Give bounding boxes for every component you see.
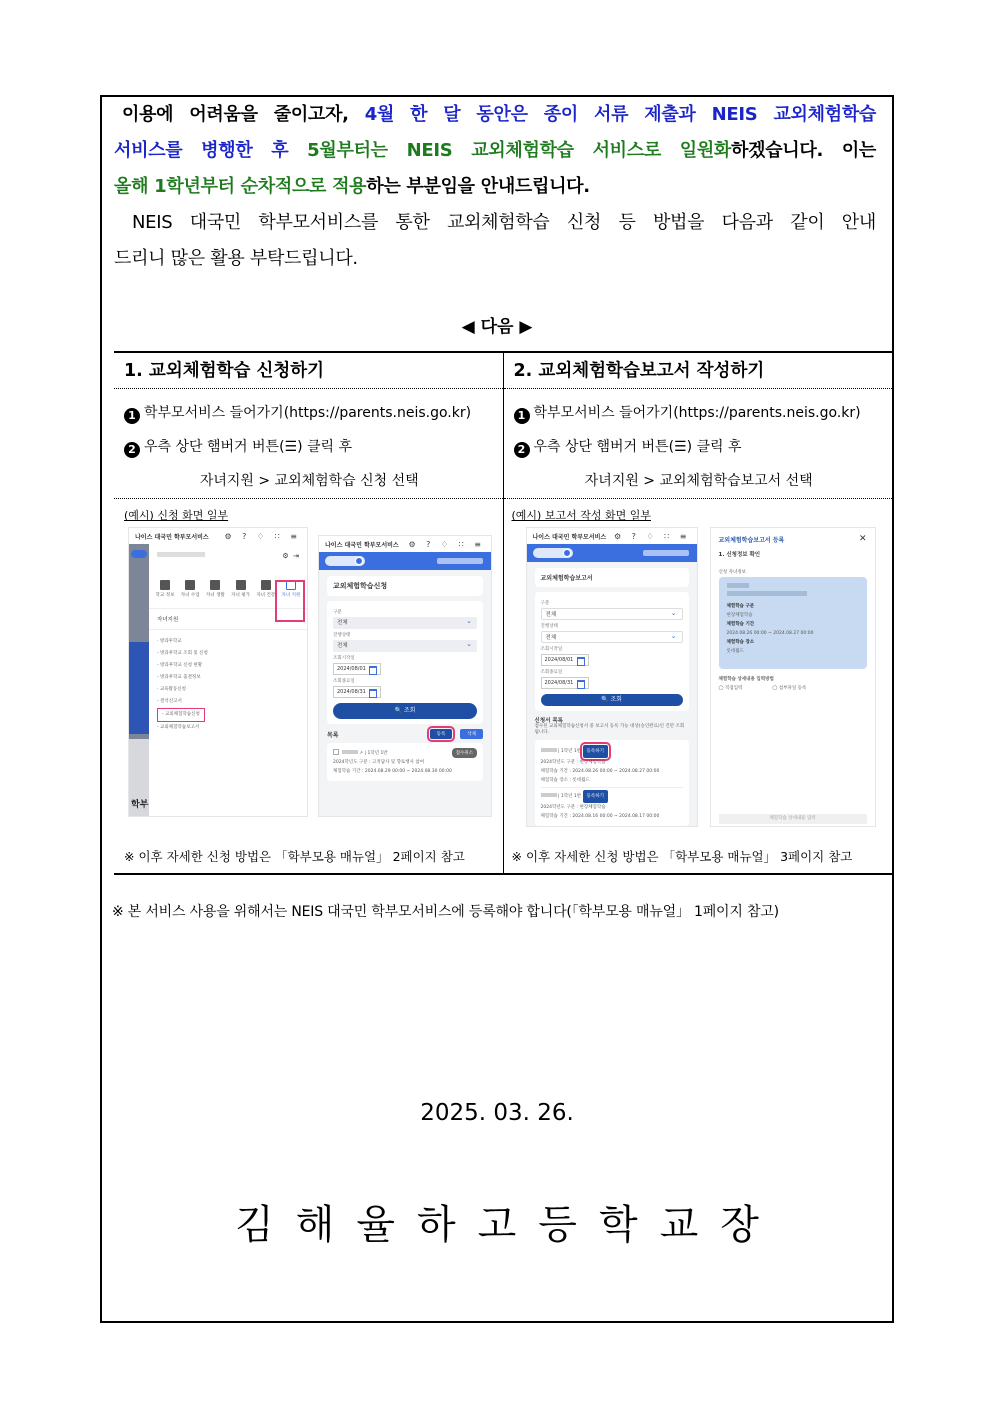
menu-item[interactable]: · 방과후학교 bbox=[157, 639, 182, 644]
section-report bbox=[503, 353, 893, 873]
list-item: | 1학년 1반 등록하기 2024학년도 구분 : 현장체험학습 체험학습 기간 : 2024.08.26 00:00 ~ 2024.08.27 00:00 체험학습 장소 : 롯데월드 | 1학년 1반 등록하기 2024학년도 구분 : 현장체험학습 체험학습 기간 : 2024.08.16 00:00 ~ 2024.08.17 00:00 bbox=[535, 740, 689, 826]
screenshot-report-modal: 교외체험학습보고서 등록 ✕ 1. 신청정보 확인 신청 자녀정보 체험학습 구분 현장체험학습 체험학습 기간 2024.08.26 00:00 ~ 2024.08.27 00:00 체험학습 장소 롯데월드 체험학습 상세내용 입력방법 ◯ 직접입력 ◯ 첨부파일 등록 체험학습 상세내용 입력 bbox=[710, 527, 876, 827]
menu-item-field-trip-apply[interactable]: - 교외체험학습신청 bbox=[157, 708, 205, 722]
step-number-icon: 2 bbox=[124, 442, 140, 458]
page-title-card: 교외체험학습보고서 bbox=[535, 568, 689, 587]
student-selector-bar bbox=[527, 544, 697, 562]
card-icon bbox=[236, 580, 246, 590]
menu-item[interactable]: · 교육활동신청 bbox=[157, 687, 186, 692]
student-selector-bar bbox=[319, 552, 491, 570]
type-select[interactable]: 전체 ⌄ bbox=[333, 617, 477, 629]
close-icon[interactable]: ✕ bbox=[858, 534, 867, 544]
screenshot-report-list bbox=[526, 527, 698, 827]
detail-input-button[interactable]: 체험학습 상세내용 입력 bbox=[719, 814, 867, 824]
screenshot-menu bbox=[128, 527, 308, 817]
step-number-icon: 1 bbox=[514, 408, 530, 424]
application-info-box: 체험학습 구분 현장체험학습 체험학습 기간 2024.08.26 00:00 ~ 2024.08.27 00:00 체험학습 장소 롯데월드 bbox=[719, 577, 867, 669]
search-form: 구분 전체 ⌄ 진행상태 전체 ⌄ 조회시작일 2024/08/01 조회종료일 2024/08/31 🔍 조회 bbox=[327, 601, 483, 724]
manual-note: ※ 이후 자세한 신청 방법은 「학부모용 매뉴얼」 3페이지 참고 bbox=[511, 849, 853, 864]
menu-school-info[interactable]: 학교 정보 bbox=[155, 580, 175, 598]
search-button[interactable]: 🔍 조회 bbox=[541, 694, 683, 706]
search-button[interactable]: 🔍 조회 bbox=[333, 703, 477, 719]
header-icons: ⚙ ? ♢ ∷ ≡ bbox=[408, 539, 485, 549]
intro-para2-line-1: NEIS 대국민 학부모서비스를 통한 교외체험학습 신청 등 방법을 다음과 같이 안내 bbox=[132, 212, 876, 233]
step-2-path: 자녀지원 > 교외체험학습 신청 선택 bbox=[199, 473, 419, 489]
intro-line-1: 이용에 어려움을 줄이고자, 4월 한 달 동안은 종이 서류 제출과 NEIS 교외체험학습 bbox=[122, 104, 876, 125]
modal-title: 교외체험학습보고서 등록 bbox=[718, 536, 785, 544]
app-logo: 나이스 대국민 학부모서비스 bbox=[135, 533, 209, 541]
list-item[interactable]: ↗ | 1학년 1반 접수취소 2024학년도 구분 : 고적답사 및 향토행사 참여 체험학습 기간 : 2024.08.29 00:00 ~ 2024.08.30 00:00 bbox=[327, 743, 483, 781]
list-title: 목록 bbox=[327, 731, 339, 739]
steps bbox=[504, 389, 893, 499]
register-button[interactable]: 등록 bbox=[430, 729, 453, 739]
clipboard-icon bbox=[210, 580, 220, 590]
issue-date: 2025. 03. 26. bbox=[420, 1100, 574, 1126]
signature: 김해율하고등학교장 bbox=[235, 1202, 781, 1248]
menu-item[interactable]: - 결석신고서 bbox=[157, 699, 182, 704]
example-screenshots bbox=[504, 527, 893, 843]
checkbox[interactable] bbox=[333, 749, 339, 755]
radio-attach-file[interactable]: ◯ 첨부파일 등록 bbox=[772, 686, 807, 691]
list-description: 접수된 교외체험학습신청서 중 보고서 등록 가능 대상(승인완료)인 건만 조회됩니다. bbox=[534, 724, 685, 735]
section-title: 2. 교외체험학습보고서 작성하기 bbox=[504, 353, 893, 389]
menu-support[interactable]: 자녀 지원 bbox=[281, 580, 301, 598]
app-header: 나이스 대국민 학부모서비스 ⚙ ? ♢ ∷ ≡ bbox=[325, 539, 485, 549]
section-apply bbox=[114, 353, 503, 873]
intro-line-3: 올해 1학년부터 순차적으로 적용하는 부분임을 안내드립니다. bbox=[114, 176, 590, 197]
student-select[interactable] bbox=[325, 556, 365, 566]
menu-item[interactable]: - 방과후학교 신청 현황 bbox=[157, 663, 203, 668]
menu-class[interactable]: 자녀 수업 bbox=[180, 580, 200, 598]
delete-button[interactable]: 삭제 bbox=[460, 729, 483, 739]
register-report-button[interactable]: 등록하기 bbox=[583, 790, 608, 803]
screenshot-apply-form bbox=[318, 535, 492, 817]
radio-direct-input[interactable]: ◯ 직접입력 bbox=[718, 686, 743, 691]
intro-line-2: 서비스를 병행한 후 5월부터는 NEIS 교외체험학습 서비스로 일원화하겠습니다. 이는 bbox=[114, 140, 876, 161]
example-screenshots bbox=[114, 527, 503, 843]
registration-note: ※ 본 서비스 사용을 위해서는 NEIS 대국민 학부모서비스에 등록해야 합니다(「학부모용 매뉴얼」 1페이지 참고) bbox=[112, 904, 779, 920]
page-title-card: 교외체험학습신청 bbox=[327, 576, 483, 596]
intro-para2-line-2: 드리니 많은 활용 부탁드립니다. bbox=[114, 248, 358, 269]
search-form: 구분 전체 ⌄ 진행상태 전체 ⌄ 조회시작일 2024/08/01 조회종료일 2024/08/31 🔍 조회 bbox=[535, 592, 689, 711]
menu-item[interactable]: - 교외체험학습보고서 bbox=[157, 725, 200, 730]
menu-item[interactable]: - 방과후학교 출결정보 bbox=[157, 675, 201, 680]
step-1: 1 학부모서비스 들어가기(https://parents.neis.go.kr) bbox=[124, 397, 495, 431]
step-number-icon: 1 bbox=[124, 408, 140, 424]
menu-health[interactable]: 자녀 건강 bbox=[256, 580, 276, 598]
menu-section-title: 자녀지원 bbox=[149, 608, 307, 630]
guide-table bbox=[114, 351, 892, 875]
status-select[interactable]: 전체 ⌄ bbox=[333, 640, 477, 652]
settings-icon[interactable]: ⚙ ⇥ bbox=[282, 552, 299, 560]
menu-eval[interactable]: 자녀 평가 bbox=[231, 580, 251, 598]
document-frame bbox=[100, 95, 894, 1323]
example-label: (예시) 신청 화면 일부 bbox=[124, 509, 229, 522]
section-title: 1. 교외체험학습 신청하기 bbox=[114, 353, 503, 389]
status-badge: 접수취소 bbox=[452, 748, 477, 758]
list-title: 신청서 목록 bbox=[534, 718, 563, 724]
step-2: 2 우측 상단 햄버거 버튼(☰) 클릭 후 bbox=[514, 431, 885, 465]
book-icon bbox=[185, 580, 195, 590]
student-select[interactable] bbox=[533, 548, 573, 558]
header-icons: ⚙ ? ♢ ∷ ≡ bbox=[224, 531, 301, 541]
example-label: (예시) 보고서 작성 화면 일부 bbox=[511, 509, 651, 522]
school-icon bbox=[160, 580, 170, 590]
highlight-box bbox=[275, 580, 305, 622]
health-icon bbox=[261, 580, 271, 590]
step-1: 1 학부모서비스 들어가기(https://parents.neis.go.kr) bbox=[514, 397, 885, 431]
app-header bbox=[129, 528, 307, 544]
end-date-input[interactable]: 2024/08/31 bbox=[333, 686, 381, 698]
start-date-input[interactable]: 2024/08/01 bbox=[541, 654, 589, 666]
menu-item[interactable]: - 방과후학교 조회 및 신청 bbox=[157, 651, 208, 656]
step-2: 2 우측 상단 햄버거 버튼(☰) 클릭 후 bbox=[124, 431, 495, 465]
steps bbox=[114, 389, 503, 499]
app-header: 나이스 대국민 학부모서비스 ⚙ ? ♢ ∷ ≡ bbox=[532, 531, 691, 541]
menu-list bbox=[149, 630, 307, 740]
step-number-icon: 2 bbox=[514, 442, 530, 458]
step-2-path: 자녀지원 > 교외체험학습보고서 선택 bbox=[584, 473, 813, 489]
menu-life[interactable]: 자녀 생활 bbox=[205, 580, 225, 598]
start-date-input[interactable]: 2024/08/01 bbox=[333, 663, 381, 675]
next-heading: ◀ 다음 ▶ bbox=[461, 317, 533, 337]
register-report-button[interactable]: 등록하기 bbox=[583, 745, 608, 758]
status-select[interactable]: 전체 ⌄ bbox=[541, 631, 683, 643]
end-date-input[interactable]: 2024/08/31 bbox=[541, 677, 589, 689]
type-select[interactable]: 전체 ⌄ bbox=[541, 608, 683, 620]
dimmed-background: 학부 bbox=[129, 544, 149, 816]
hamburger-menu-panel bbox=[149, 544, 307, 816]
intro-text bbox=[114, 97, 876, 277]
manual-note: ※ 이후 자세한 신청 방법은 「학부모용 매뉴얼」 2페이지 참고 bbox=[124, 849, 465, 864]
header-icons: ⚙ ? ♢ ∷ ≡ bbox=[613, 531, 691, 541]
